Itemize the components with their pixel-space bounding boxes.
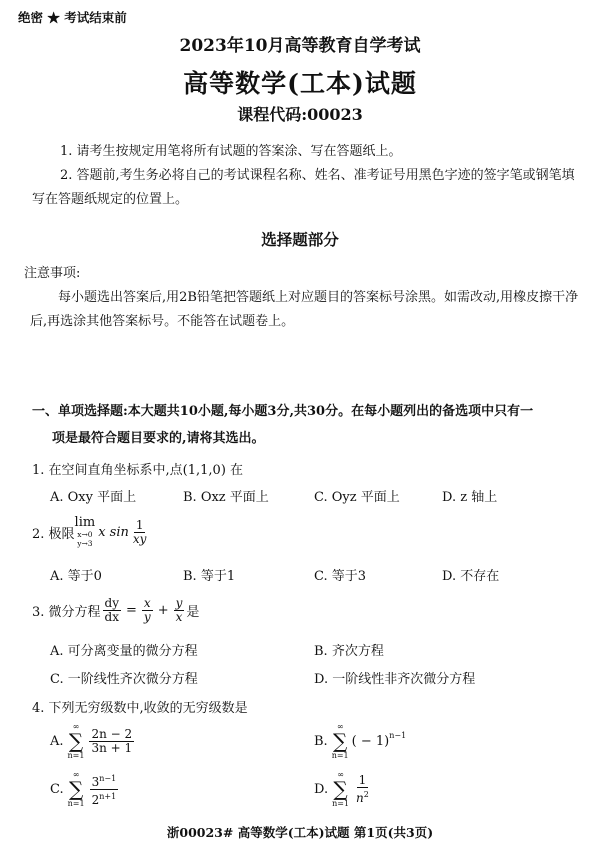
q4-c-num-wrap [90,772,119,790]
sum-top: ∞ [72,770,80,779]
q1-option-c: C. Oyz 平面上 [314,490,400,505]
q4-c-fraction [90,772,119,807]
q2-stem [32,516,150,548]
q3-equals: = [126,603,137,618]
q1-option-a: A. Oxy 平面上 [50,490,137,505]
q1-stem: 1. 在空间直角坐标系中,点(1,1,0) 在 [32,463,244,478]
q2-num: 1 [135,517,144,532]
sum-bottom: n=1 [67,751,85,760]
sum-bottom: n=1 [67,799,85,808]
q3-x2: x [175,610,183,624]
q2-expr: x sin [98,524,129,540]
q2-option-c: C. 等于3 [314,569,367,584]
q1-option-b: B. Oxz 平面上 [183,490,269,505]
q2-lim-sub2: y→3 [77,539,93,548]
exam-title: 2023年10月高等教育自学考试 [179,36,421,56]
q3-dydx [103,597,121,624]
q2-option-a: A. 等于0 [50,569,102,584]
q2-option-d: D. 不存在 [442,569,500,584]
q4-option-b [314,722,406,760]
q3-dx: dx [104,610,119,624]
q4-c-den: 2 [91,792,100,807]
q2-lim-sub1: x→0 [77,530,93,539]
q1-option-d: D. z 轴上 [442,490,498,505]
q4-d-den: n [356,790,364,805]
q3-option-b: B. 齐次方程 [314,644,384,659]
sum-bottom: n=1 [331,751,349,760]
q2-prefix: 2. 极限 [32,526,75,542]
q4-a-label: A. [50,733,64,749]
q4-a-num: 2n − 2 [91,726,133,741]
q3-y1: y [143,610,151,624]
q2-lim-text: lim [74,515,96,530]
q4-b-exp: n−1 [389,730,407,740]
q4-a-fraction [89,728,134,755]
q3-option-d: D. 一阶线性非齐次微分方程 [314,672,476,687]
q3-option-a: A. 可分离变量的微分方程 [50,644,198,659]
sum-sign: ∑ [68,777,84,801]
q4-c-den-wrap [90,790,119,807]
section-title: 选择题部分 [261,230,339,249]
page-footer: 浙00023# 高等数学(工本)试题 第1页(共3页) [166,825,434,840]
q4-d-sum [332,770,349,808]
q2-limit [75,516,96,548]
part1-heading: 一、单项选择题:本大题共10小题,每小题3分,共30分。在每小题列出的备选项中只有一 [32,404,534,419]
sum-sign: ∑ [68,729,84,753]
q4-d-num: 1 [358,772,367,787]
q4-d-den-wrap [354,788,371,805]
q3-prefix: 3. 微分方程 [32,605,101,620]
q2-fraction [131,519,149,546]
q4-c-sum [68,770,85,808]
q4-stem: 4. 下列无穷级数中,收敛的无穷级数是 [32,701,248,716]
q4-option-a [50,722,136,760]
q4-c-label: C. [50,781,64,797]
q4-option-c [50,770,120,808]
sum-bottom: n=1 [332,799,350,808]
q4-c-num: 3 [91,774,100,789]
notes-heading: 注意事项: [24,266,81,281]
q3-stem [32,597,199,624]
q3-frac-yx [174,597,185,624]
q3-y2: y [175,596,183,610]
q2-option-b: B. 等于1 [183,569,236,584]
q3-frac-xy [142,597,153,624]
part1-heading-2: 项是最符合题目要求的,请将其选出。 [52,431,265,446]
sum-top: ∞ [337,770,344,779]
q4-d-label: D. [314,781,329,797]
notes-text: 每小题选出答案后,用2B铅笔把答题纸上对应题目的答案标号涂黑。如需改动,用橡皮擦干净后,再选涂其他答案标号。不能答在试题卷上。 [30,290,579,329]
q3-dy: dy [104,596,120,610]
q3-suffix: 是 [186,605,200,620]
q4-d-fraction [354,774,371,805]
q4-option-d [314,770,373,808]
q4-b-label: B. [314,733,328,749]
instruction-1: 1. 请考生按规定用笔将所有试题的答案涂、写在答题纸上。 [60,144,402,159]
q4-b-sum [332,722,349,760]
sum-top: ∞ [336,722,344,731]
q3-option-c: C. 一阶线性齐次微分方程 [50,672,198,687]
sum-sign: ∑ [333,777,348,801]
sum-top: ∞ [72,722,80,731]
instruction-2: 2. 答题前,考生务必将自己的考试课程名称、姓名、准考证号用黑色字迹的签字笔或钢笔填写在答题纸规定的位置上。 [32,168,575,207]
q3-x1: x [143,596,151,610]
subject-title: 高等数学(工本)试题 [183,69,417,98]
secret-label: 绝密 ★ 考试结束前 [18,10,127,25]
q4-c-den-exp: n+1 [99,791,117,801]
q4-c-num-exp: n−1 [99,773,117,783]
q2-den: xy [132,531,147,546]
sum-sign: ∑ [333,729,348,753]
q4-a-sum [68,722,85,760]
q4-a-den: 3n + 1 [91,740,133,755]
q3-plus: + [157,603,169,618]
q4-d-den-exp: 2 [363,789,369,799]
q4-b-term: ( − 1) [351,733,390,749]
course-code: 课程代码:00023 [237,105,363,124]
